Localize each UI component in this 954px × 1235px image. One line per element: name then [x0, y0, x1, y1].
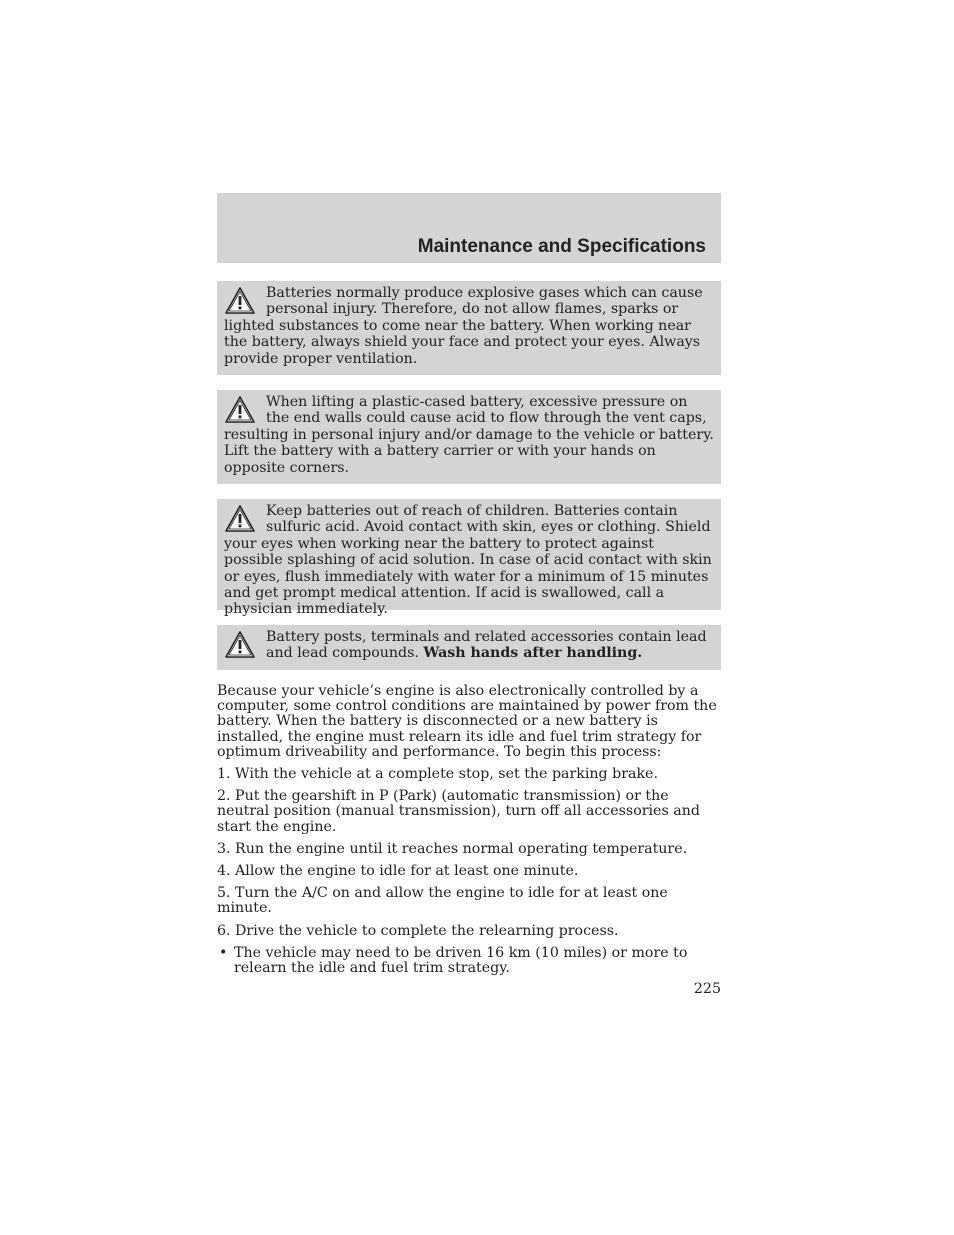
warning-box-4 — [217, 625, 721, 670]
step-item: 6. Drive the vehicle to complete the relearning process. — [217, 922, 619, 939]
warning-text: When lifting a plastic-cased battery, excessive pressure on the end walls could cause acid to flow through the vent caps, resulting in personal injury and/or damage to the vehicle or battery. Lift the battery with a battery carrier or with your hands on opposite corners. — [224, 394, 714, 476]
warning-triangle-icon — [224, 395, 256, 425]
page-number: 225 — [693, 981, 721, 997]
warning-triangle-icon — [224, 504, 256, 534]
warning-text: Batteries normally produce explosive gases which can cause personal injury. Therefore, do not allow flames, sparks or lighted substances to come near the battery. When working near the battery, always shield your face and protect your eyes. Always provide proper ventilation. — [224, 285, 703, 367]
warning-box-3 — [217, 499, 721, 618]
warning-text: Keep batteries out of reach of children. Batteries contain sulfuric acid. Avoid contact with skin, eyes or clothing. Shield your eyes when working near the battery to protect against possible splashing of acid solution. In case of acid contact with skin or eyes, flush immediately with water for a minimum of 15 minutes and get prompt medical attention. If acid is swallowed, call a physician immediately. — [224, 503, 712, 618]
warning-triangle-icon — [224, 286, 256, 316]
step-item: 4. Allow the engine to idle for at least one minute. — [217, 863, 579, 880]
bullet-glyph: • — [219, 944, 228, 961]
step-item: 1. With the vehicle at a complete stop, set the parking brake. — [217, 766, 658, 783]
step-item: 5. Turn the A/C on and allow the engine to idle for at least one minute. — [217, 885, 668, 917]
bullet-text: The vehicle may need to be driven 16 km (10 miles) or more to relearn the idle and fuel trim strategy. — [234, 944, 688, 977]
warning-box-2 — [217, 390, 721, 484]
body-text — [217, 684, 721, 976]
page-title: Maintenance and Specifications — [417, 236, 706, 257]
intro-paragraph: Because your vehicle’s engine is also electronically controlled by a computer, some control conditions are maintained by power from the battery. When the battery is disconnected or a new battery is installed, the engine must relearn its idle and fuel trim strategy for optimum driveability and performance. To begin this process: — [217, 683, 717, 760]
step-item: 3. Run the engine until it reaches normal operating temperature. — [217, 840, 688, 857]
warning-triangle-icon — [224, 630, 256, 660]
bullet-item — [217, 946, 721, 976]
warning-text: Battery posts, terminals and related accessories contain lead and lead compounds. — [266, 629, 707, 662]
warning-emphasis: Wash hands after handling. — [423, 645, 643, 662]
warning-box-1 — [217, 281, 721, 375]
step-item: 2. Put the gearshift in P (Park) (automatic transmission) or the neutral position (manual transmission), turn off all accessories and start the engine. — [217, 788, 700, 835]
section-header — [217, 193, 721, 263]
